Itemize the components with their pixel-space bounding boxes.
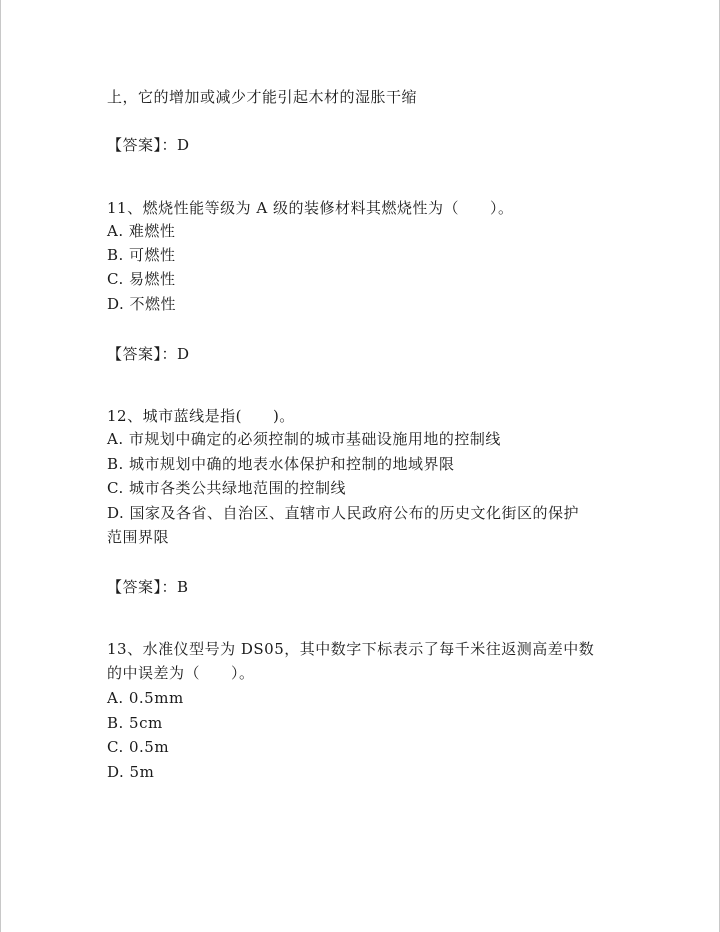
- q12-option-d-cont: 范围界限: [107, 528, 170, 546]
- q12-option-b: B. 城市规划中确的地表水体保护和控制的地域界限: [107, 455, 455, 473]
- q11-answer: 【答案】：D: [107, 345, 190, 363]
- q13-option-b: B. 5cm: [107, 714, 163, 732]
- q13-option-d: D. 5m: [107, 763, 155, 781]
- continuation-text: 上，它的增加或减少才能引起木材的湿胀干缩: [107, 88, 418, 106]
- q13-option-a: A. 0.5mm: [107, 689, 184, 707]
- q11-option-a: A. 难燃性: [107, 222, 176, 240]
- q12-option-c: C. 城市各类公共绿地范围的控制线: [107, 479, 346, 497]
- q12-stem: 12、城市蓝线是指( )。: [107, 407, 295, 425]
- q12-answer: 【答案】：B: [107, 578, 189, 596]
- q11-option-d: D. 不燃性: [107, 295, 177, 313]
- q11-option-b: B. 可燃性: [107, 246, 176, 264]
- q12-option-a: A. 市规划中确定的必须控制的城市基础设施用地的控制线: [107, 430, 501, 448]
- answer-previous: 【答案】：D: [107, 136, 190, 154]
- q13-option-c: C. 0.5m: [107, 738, 170, 756]
- q13-stem-line1: 13、水准仪型号为 DS05，其中数字下标表示了每千米往返测高差中数: [107, 640, 595, 658]
- q11-stem: 11、燃烧性能等级为 A 级的装修材料其燃烧性为（ ）。: [107, 199, 514, 217]
- q11-option-c: C. 易燃性: [107, 270, 176, 288]
- q13-stem-line2: 的中误差为（ ）。: [107, 664, 255, 682]
- q12-option-d: D. 国家及各省、自治区、直辖市人民政府公布的历史文化街区的保护: [107, 504, 580, 522]
